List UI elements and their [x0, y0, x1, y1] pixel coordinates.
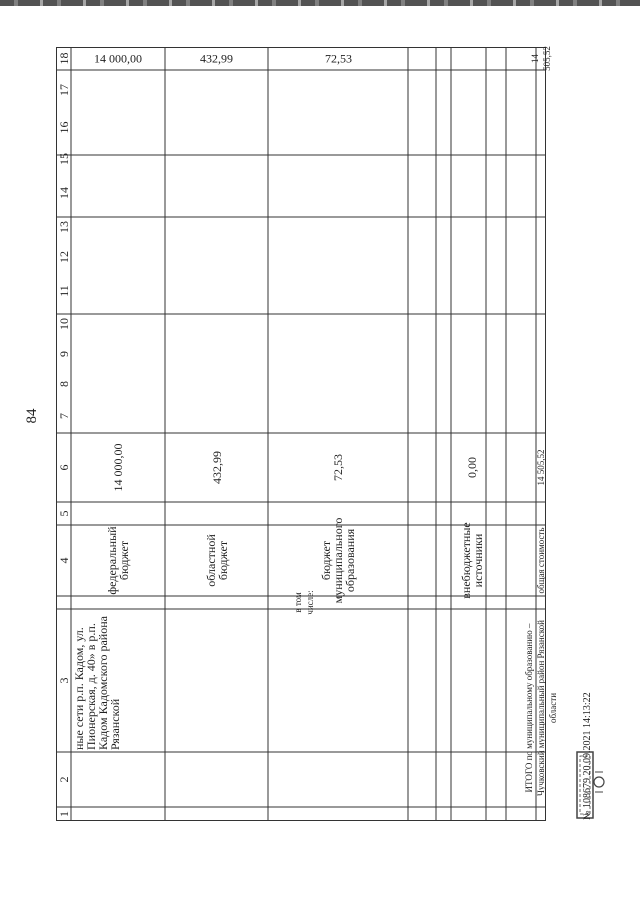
total-label: ИТОГО по муниципальному образованию – Чучковский муниципальный район Рязанской области — [524, 620, 558, 796]
row1-col18: 14 000,00 — [94, 51, 142, 66]
row1-col6: 14 000,00 — [111, 443, 125, 492]
col-num-1: 1 — [56, 811, 71, 817]
row3-col6: 72,53 — [331, 454, 345, 481]
scan-edge — [0, 0, 640, 6]
row3-label: бюджет муниципального образования — [319, 517, 357, 604]
total-sublabel: общая стоимость — [536, 527, 546, 594]
total-col6: 14 505,52 — [536, 449, 546, 486]
col-num-15: 15 — [56, 153, 71, 165]
col-num-16: 16 — [56, 121, 71, 134]
including-label: в том числе: — [292, 590, 315, 615]
row1-label: федеральный бюджет — [105, 526, 131, 595]
page-number: 84 — [23, 408, 40, 424]
row4-label: внебюджетные источники — [459, 522, 485, 599]
col-num-12: 12 — [56, 251, 71, 263]
row3-col18: 72,53 — [324, 51, 352, 66]
col-num-17: 17 — [56, 84, 71, 96]
rotated-table — [56, 46, 558, 821]
col-num-2: 2 — [56, 776, 71, 783]
col-num-14: 14 — [56, 187, 71, 199]
col-num-10: 10 — [56, 318, 71, 330]
col-num-13: 13 — [56, 221, 71, 233]
object-name: ные сети р.п. Кадом, ул. Пионерская, д. 40» в р.п. Кадом Кадомского района Рязанской — [72, 616, 122, 750]
total-col18: 14 505,52 — [530, 46, 552, 71]
col-num-4: 4 — [56, 557, 71, 564]
col-num-3: 3 — [56, 677, 71, 684]
col-num-6: 6 — [56, 464, 71, 471]
col-num-11: 11 — [56, 285, 71, 297]
row2-label: областной бюджет — [203, 534, 230, 587]
row4-col6: 0,00 — [465, 457, 479, 478]
col-num-8: 8 — [56, 381, 71, 387]
stamp-text: № 108679 20.09.2021 14:13:22 — [582, 692, 593, 820]
col-num-7: 7 — [56, 413, 71, 419]
registration-stamp — [570, 620, 610, 820]
col-num-9: 9 — [56, 351, 71, 357]
row2-col6: 432,99 — [209, 451, 224, 484]
col-num-18: 18 — [56, 52, 71, 65]
col-num-5: 5 — [56, 510, 71, 517]
row2-col18: 432,99 — [200, 51, 233, 66]
